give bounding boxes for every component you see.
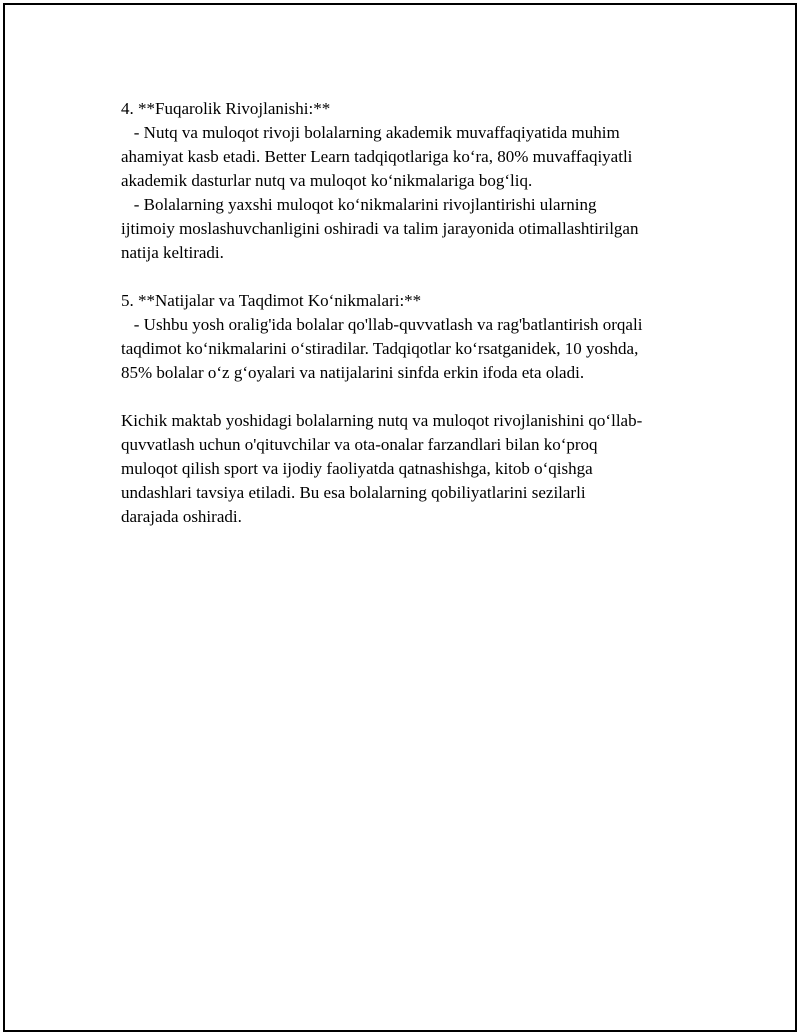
document-page <box>3 3 797 1032</box>
paragraph-line: - Nutq va muloqot rivoji bolalarning akademik muvaffaqiyatida muhim <box>121 123 620 142</box>
paragraph-line: ahamiyat kasb etadi. Better Learn tadqiqotlariga ko‘ra, 80% muvaffaqiyatli <box>121 147 633 166</box>
paragraph-line: undashlari tavsiya etiladi. Bu esa bolalarning qobiliyatlarini sezilarli <box>121 483 586 502</box>
conclusion-paragraph <box>121 409 701 529</box>
paragraph-line: Kichik maktab yoshidagi bolalarning nutq va muloqot rivojlanishini qo‘llab- <box>121 411 643 430</box>
paragraph-line: natija keltiradi. <box>121 243 224 262</box>
paragraph-line: - Bolalarning yaxshi muloqot ko‘nikmalarini rivojlantirishi ularning <box>121 195 597 214</box>
paragraph-line: 85% bolalar o‘z g‘oyalari va natijalarini sinfda erkin ifoda eta oladi. <box>121 363 585 382</box>
paragraph-line: - Ushbu yosh oralig'ida bolalar qo'llab-quvvatlash va rag'batlantirish orqali <box>121 315 643 334</box>
section-fuqarolik-rivojlanishi <box>121 97 701 265</box>
paragraph-spacer <box>121 265 701 289</box>
section-heading: 4. **Fuqarolik Rivojlanishi:** <box>121 99 331 118</box>
section-heading: 5. **Natijalar va Taqdimot Ko‘nikmalari:** <box>121 291 422 310</box>
paragraph-line: quvvatlash uchun o'qituvchilar va ota-onalar farzandlari bilan ko‘proq <box>121 435 598 454</box>
paragraph-line: akademik dasturlar nutq va muloqot ko‘nikmalariga bog‘liq. <box>121 171 533 190</box>
paragraph-line: ijtimoiy moslashuvchanligini oshiradi va talim jarayonida otimallashtirilgan <box>121 219 639 238</box>
paragraph-line: darajada oshiradi. <box>121 507 242 526</box>
paragraph-line: taqdimot ko‘nikmalarini o‘stiradilar. Tadqiqotlar ko‘rsatganidek, 10 yoshda, <box>121 339 639 358</box>
document-body <box>121 97 701 529</box>
section-natijalar-taqdimot <box>121 289 701 385</box>
paragraph-line: muloqot qilish sport va ijodiy faoliyatda qatnashishga, kitob o‘qishga <box>121 459 593 478</box>
paragraph-spacer <box>121 385 701 409</box>
